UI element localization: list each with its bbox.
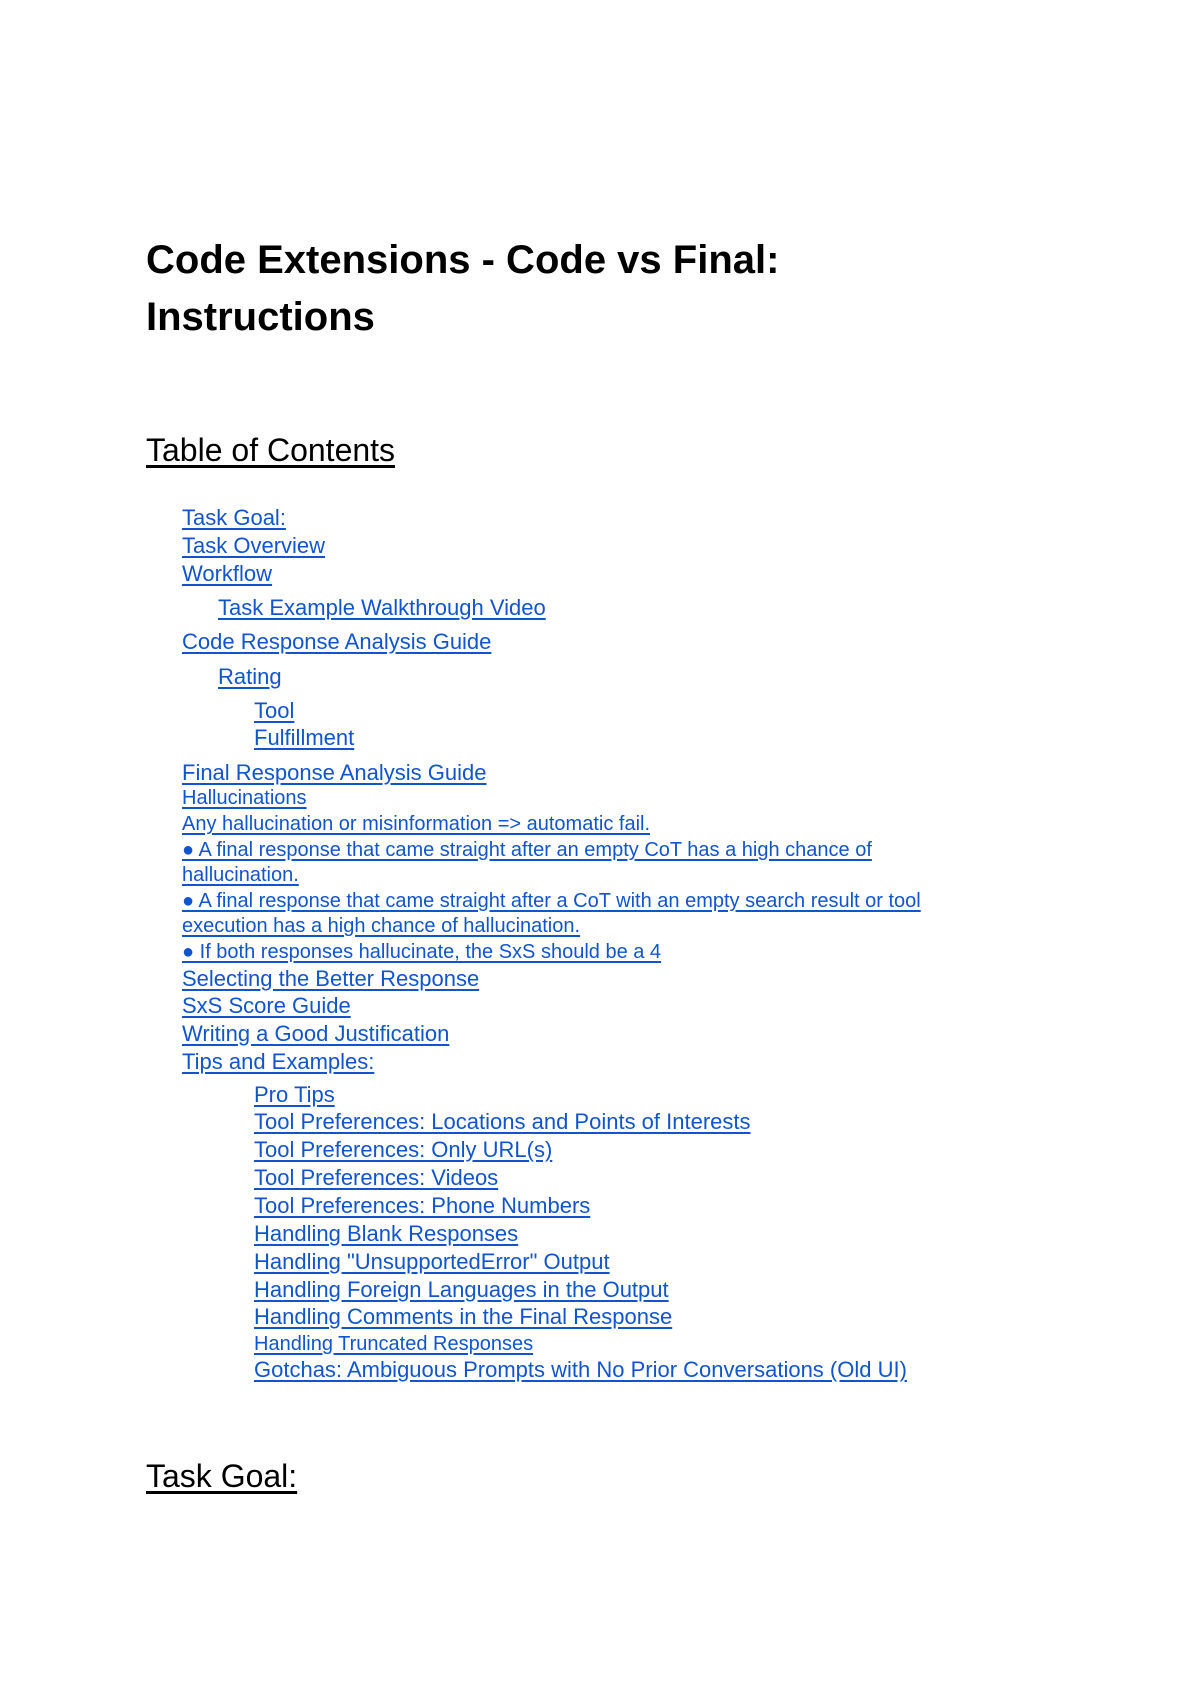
- toc-link-empty-search-line-2[interactable]: execution has a high chance of hallucination.: [182, 915, 581, 937]
- document-title: [146, 232, 1046, 346]
- toc-link-task-overview[interactable]: Task Overview: [182, 533, 326, 558]
- toc-link-task-goal[interactable]: Task Goal:: [182, 505, 286, 530]
- toc-link-pro-tips[interactable]: Pro Tips: [254, 1082, 335, 1107]
- toc-link-empty-cot-line-1[interactable]: ● A final response that came straight after an empty CoT has a high chance of: [182, 839, 872, 861]
- toc-link-tool-preferences-videos[interactable]: Tool Preferences: Videos: [254, 1165, 499, 1190]
- toc-link-rating[interactable]: Rating: [218, 664, 282, 689]
- toc-link-fulfillment[interactable]: Fulfillment: [254, 725, 355, 750]
- toc-link-final-response-analysis-guide[interactable]: Final Response Analysis Guide: [182, 760, 487, 785]
- table-of-contents-heading: Table of Contents: [146, 432, 396, 468]
- toc-link-handling-blank-responses[interactable]: Handling Blank Responses: [254, 1221, 519, 1246]
- toc-link-sxs-score-guide[interactable]: SxS Score Guide: [182, 993, 351, 1018]
- toc-link-handling-comments[interactable]: Handling Comments in the Final Response: [254, 1304, 673, 1329]
- document-title-line-1: Code Extensions - Code vs Final:: [146, 238, 780, 282]
- toc-link-hallucinations[interactable]: Hallucinations: [182, 787, 307, 809]
- toc-link-workflow[interactable]: Workflow: [182, 561, 273, 586]
- toc-link-code-response-analysis-guide[interactable]: Code Response Analysis Guide: [182, 629, 492, 654]
- toc-link-task-example-walkthrough-video[interactable]: Task Example Walkthrough Video: [218, 595, 546, 620]
- toc-link-selecting-better-response[interactable]: Selecting the Better Response: [182, 966, 480, 991]
- toc-link-writing-good-justification[interactable]: Writing a Good Justification: [182, 1021, 450, 1046]
- toc-link-tool-preferences-phone-numbers[interactable]: Tool Preferences: Phone Numbers: [254, 1193, 591, 1218]
- toc-link-tool-preferences-urls[interactable]: Tool Preferences: Only URL(s): [254, 1137, 553, 1162]
- toc-link-tool[interactable]: Tool: [254, 698, 295, 723]
- toc-link-both-hallucinate[interactable]: ● If both responses hallucinate, the SxS should be a 4: [182, 941, 662, 963]
- document-title-line-2: Instructions: [146, 295, 375, 339]
- toc-link-automatic-fail[interactable]: Any hallucination or misinformation => automatic fail.: [182, 813, 651, 835]
- toc-link-empty-search-line-1[interactable]: ● A final response that came straight after a CoT with an empty search result or tool: [182, 890, 921, 912]
- toc-link-handling-foreign-languages[interactable]: Handling Foreign Languages in the Output: [254, 1277, 669, 1302]
- toc-link-handling-truncated-responses[interactable]: Handling Truncated Responses: [254, 1333, 534, 1355]
- toc-link-empty-cot-line-2[interactable]: hallucination.: [182, 864, 299, 886]
- toc-link-handling-unsupported-error[interactable]: Handling "UnsupportedError" Output: [254, 1249, 610, 1274]
- toc-link-tips-and-examples[interactable]: Tips and Examples:: [182, 1049, 375, 1074]
- section-heading-task-goal: Task Goal:: [146, 1458, 298, 1494]
- toc-link-gotchas-ambiguous-prompts[interactable]: Gotchas: Ambiguous Prompts with No Prior Conversations (Old UI): [254, 1357, 907, 1382]
- toc-link-tool-preferences-locations[interactable]: Tool Preferences: Locations and Points of Interests: [254, 1109, 751, 1134]
